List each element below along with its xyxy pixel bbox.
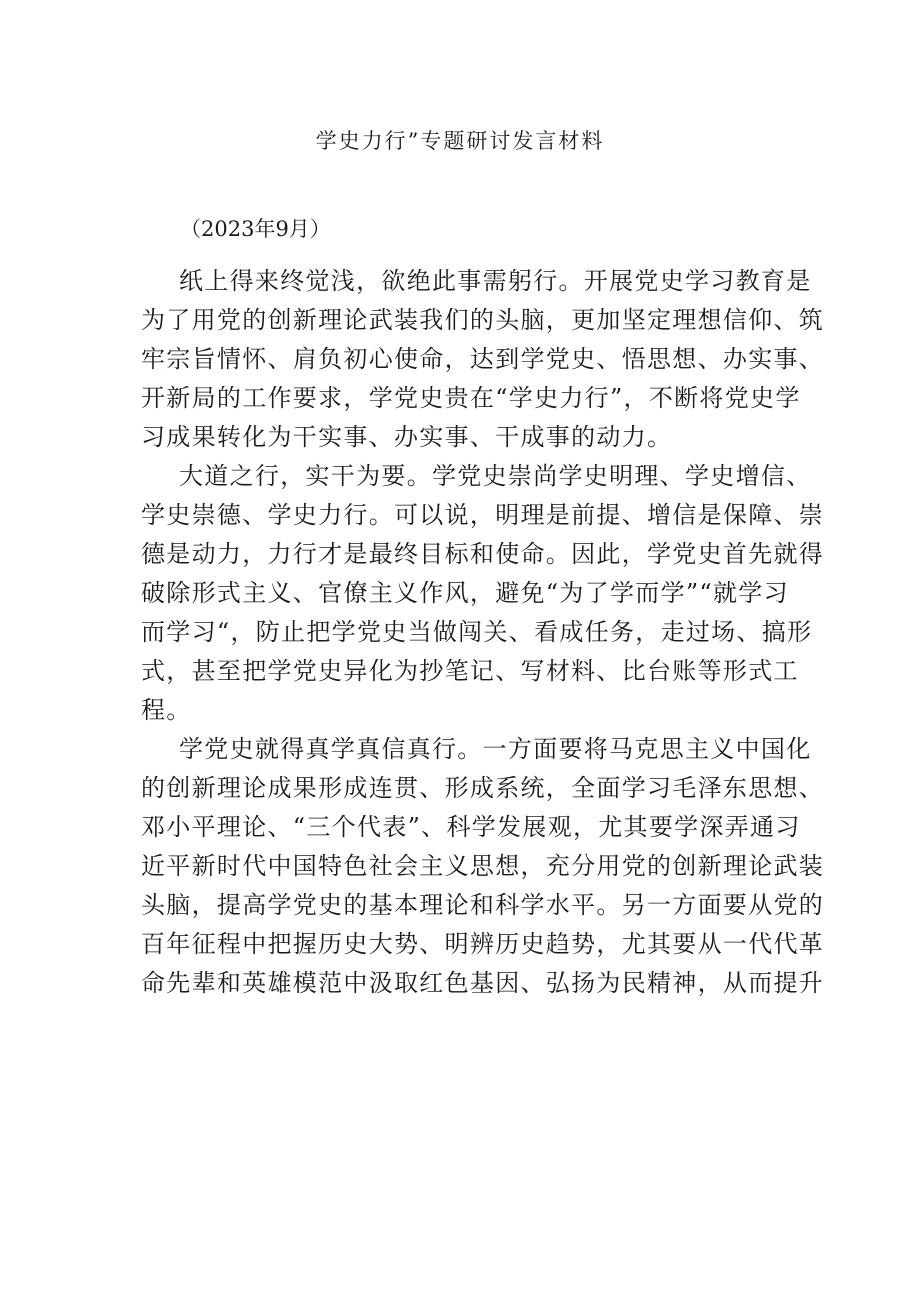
document-body <box>141 262 825 1003</box>
text-line: 近平新时代中国特色社会主义思想，充分用党的创新理论武装 <box>141 852 825 880</box>
text-line: 程。 <box>141 696 192 724</box>
text-line: 大道之行，实干为要。学党史崇尚学史明理、学史增信、 <box>179 462 812 490</box>
text-line: 纸上得来终觉浅，欲绝此事需躬行。开展党史学习教育是 <box>179 267 812 295</box>
text-line: 牢宗旨情怀、肩负初心使命，达到学党史、悟思想、办实事、 <box>141 345 825 373</box>
text-line: 式，甚至把学党史异化为抄笔记、写材料、比台账等形式工 <box>141 657 799 685</box>
text-line: 的创新理论成果形成连贯、形成系统，全面学习毛泽东思想、 <box>141 774 825 802</box>
text-line: 为了用党的创新理论武装我们的头脑，更加坚定理想信仰、筑 <box>141 306 825 334</box>
text-line: 邓小平理论、“三个代表”、科学发展观，尤其要学深弄通习 <box>141 813 801 841</box>
text-line: 命先辈和英雄模范中汲取红色基因、弘扬为民精神，从而提升 <box>141 969 825 997</box>
text-line: 而学习“，防止把学党史当做闯关、看成任务，走过场、搞形 <box>141 618 813 646</box>
paragraph-1 <box>141 262 825 457</box>
text-line: 学党史就得真学真信真行。一方面要将马克思主义中国化 <box>179 735 812 763</box>
text-line: 习成果转化为干实事、办实事、干成事的动力。 <box>141 423 673 451</box>
text-line: 学史崇德、学史力行。可以说，明理是前提、增信是保障、崇 <box>141 501 825 529</box>
document-title: 学史力行”专题研讨发言材料 <box>315 129 605 153</box>
text-line: 百年征程中把握历史大势、明辨历史趋势，尤其要从一代代革 <box>141 930 825 958</box>
text-line: 德是动力，力行才是最终目标和使命。因此，学党史首先就得 <box>141 540 825 568</box>
document-date: （2023年9月） <box>180 217 331 241</box>
text-line: 头脑，提高学党史的基本理论和科学水平。另一方面要从党的 <box>141 891 825 919</box>
paragraph-2 <box>141 457 825 730</box>
text-line: 开新局的工作要求，学党史贵在“学史力行”，不断将党史学 <box>141 384 801 412</box>
paragraph-3 <box>141 730 825 1003</box>
text-line: 破除形式主义、官僚主义作风，避免“为了学而学”“就学习 <box>141 579 789 607</box>
